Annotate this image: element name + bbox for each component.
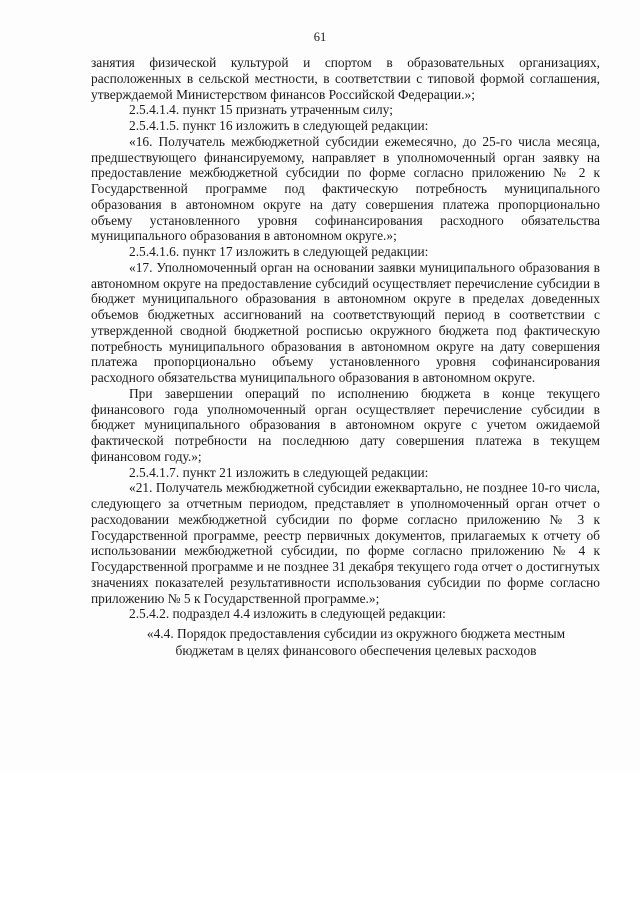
- section-heading: [116, 625, 596, 659]
- paragraph-clause-16: «16. Получатель межбюджетной субсидии ежемесячно, до 25-го числа месяца, предшествующего финансируемому, направляет в уполномоченный орган заявку на предоставление межбюджетной субсидии по форме согласно приложению № 2 к Государственной программе под фактическую потребность муниципального образования в автономном округе на дату совершения платежа пропорционально объему установленного уровня софинансирования расходного обязательства муниципального образования в автономном округе.»;: [91, 133, 600, 244]
- paragraph-year-end: При завершении операций по исполнению бюджета в конце текущего финансового года уполномоченный орган осуществляет перечисление субсидии в бюджет муниципального образования в автономном округе с учетом ожидаемой фактической потребности на последнюю дату совершения платежа в текущем финансовом году.»;: [91, 385, 600, 464]
- paragraph-item-2-5-4-1-7: 2.5.4.1.7. пункт 21 изложить в следующей редакции:: [129, 464, 429, 480]
- section-heading-line-2: бюджетам в целях финансового обеспечения целевых расходов: [175, 643, 537, 658]
- paragraph-item-2-5-4-2: 2.5.4.2. подраздел 4.4 изложить в следующей редакции:: [129, 606, 446, 622]
- paragraph-item-2-5-4-1-6: 2.5.4.1.6. пункт 17 изложить в следующей редакции:: [129, 244, 429, 259]
- paragraph-item-2-5-4-1-5: 2.5.4.1.5. пункт 16 изложить в следующей редакции:: [129, 118, 429, 133]
- paragraph-continuation: занятия физической культурой и спортом в образовательных организациях, расположенных в сельской местности, в соответствии с типовой формой соглашения, утверждаемой Министерством финансов Российской Федерации.»;: [91, 55, 600, 102]
- paragraph-item-2-5-4-1-4: 2.5.4.1.4. пункт 15 признать утраченным силу;: [129, 102, 393, 118]
- paragraph-clause-21: «21. Получатель межбюджетной субсидии ежеквартально, не позднее 10-го числа, следующего за отчетным периодом, представляет в уполномоченный орган отчет о расходовании межбюджетной субсидии по форме согласно приложению № 3 к Государственной программе, реестр первичных документов, прилагаемых к отчету об использовании межбюджетной субсидии, по форме согласно приложению № 4 к Государственной программе и не позднее 31 декабря текущего года отчет о достигнутых значениях показателей результативности использования субсидии по форме согласно приложению № 5 к Государственной программе.»;: [91, 480, 600, 606]
- paragraph-clause-17: «17. Уполномоченный орган на основании заявки муниципального образования в автономном округе на предоставление субсидий осуществляет перечисление субсидии в бюджет муниципального образования в автономном округе в пределах доведенных объемов бюджетных ассигнований на соответствующий период в соответствии с утвержденной сводной бюджетной росписью окружного бюджета под фактическую потребность муниципального образования в автономном округе на дату совершения платежа пропорционально объему установленного уровня софинансирования расходного обязательства муниципального образования в автономном округе.: [91, 259, 600, 385]
- document-body: [91, 55, 600, 622]
- section-heading-line-1: «4.4. Порядок предоставления субсидии из окружного бюджета местным: [146, 626, 566, 641]
- blank-background: [0, 772, 640, 905]
- page-number: 61: [313, 30, 327, 44]
